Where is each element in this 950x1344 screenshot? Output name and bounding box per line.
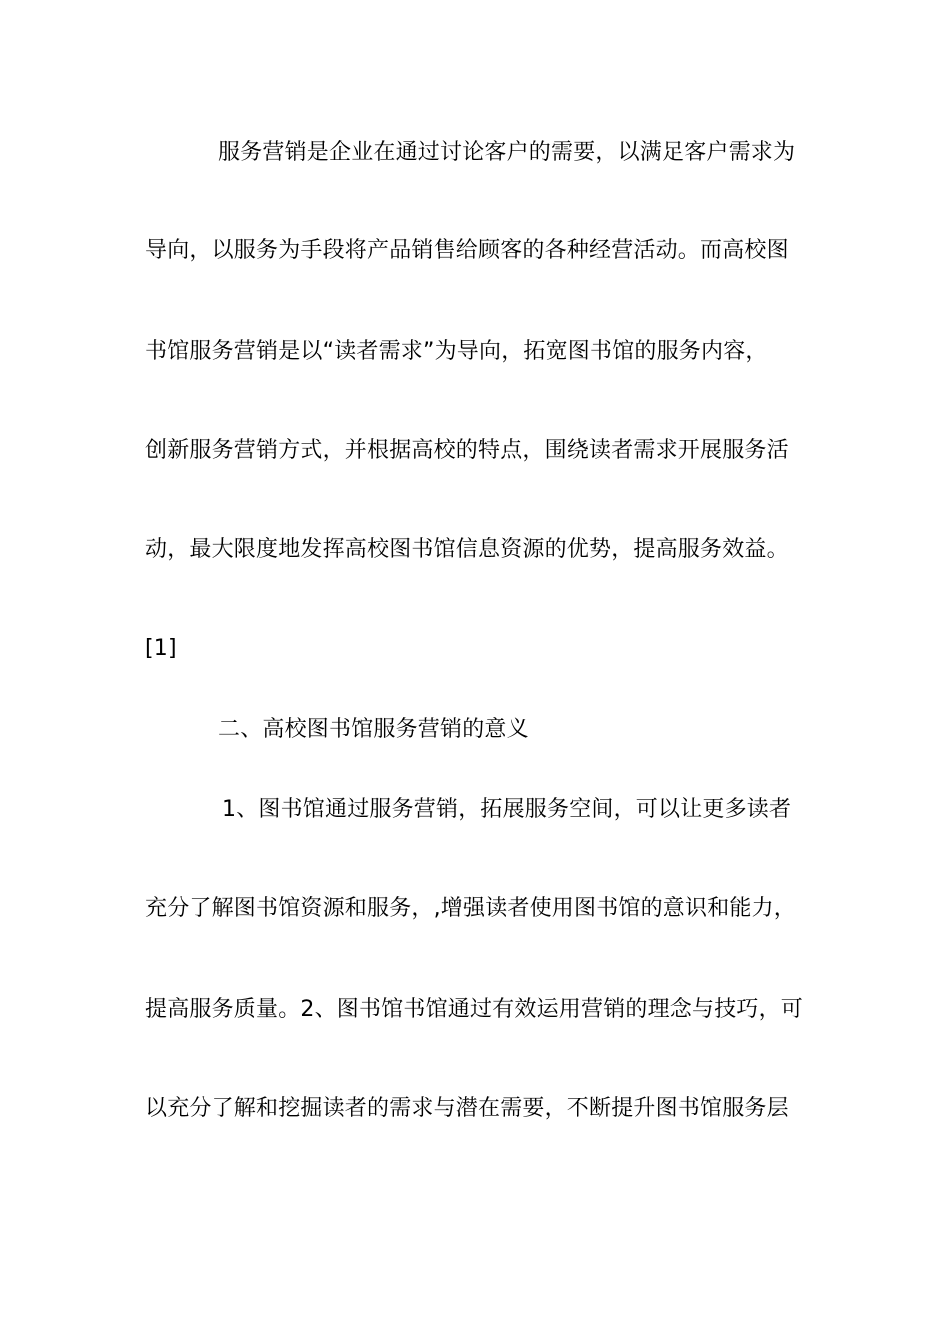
citation-marker: [1] [145, 636, 177, 661]
paragraph-line-1: 服务营销是企业在通过讨论客户的需要，以满足客户需求为 [218, 140, 796, 165]
section-heading: 二、高校图书馆服务营销的意义 [218, 717, 529, 742]
paragraph-line-5: 动，最大限度地发挥高校图书馆信息资源的优势，提高服务效益。 [145, 537, 789, 562]
paragraph-line-4: 创新服务营销方式，并根据高校的特点，围绕读者需求开展服务活 [145, 438, 789, 463]
paragraph-line-3: 书馆服务营销是以“读者需求”为导向，拓宽图书馆的服务内容， [145, 339, 768, 364]
paragraph-line-6: 1、图书馆通过服务营销，拓展服务空间，可以让更多读者 [222, 797, 792, 822]
paragraph-line-8: 提高服务质量。2、图书馆书馆通过有效运用营销的理念与技巧，可 [145, 997, 803, 1022]
paragraph-line-9: 以充分了解和挖掘读者的需求与潜在需要，不断提升图书馆服务层 [145, 1096, 789, 1121]
paragraph-line-2: 导向，以服务为手段将产品销售给顾客的各种经营活动。而高校图 [145, 238, 789, 263]
paragraph-line-7: 充分了解图书馆资源和服务，,增强读者使用图书馆的意识和能力， [145, 896, 796, 921]
